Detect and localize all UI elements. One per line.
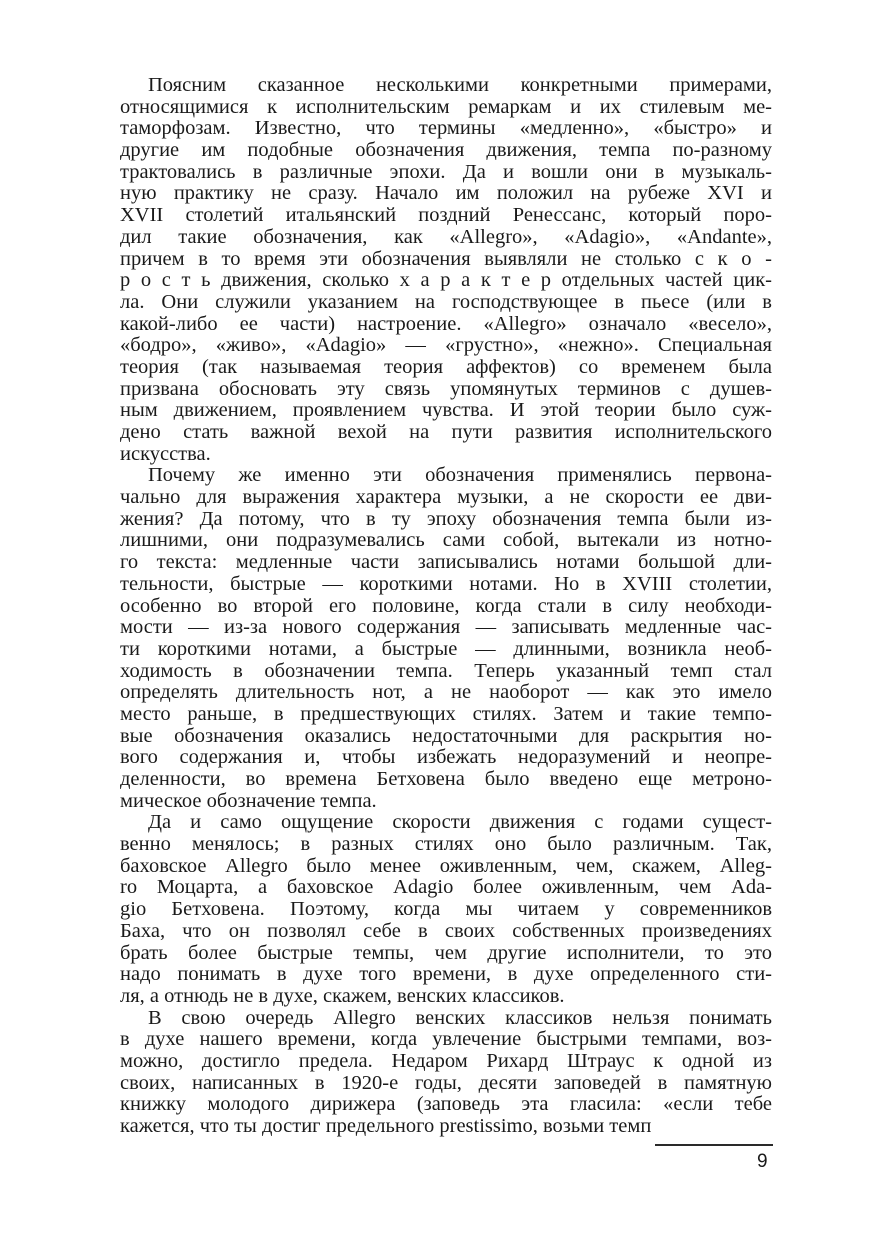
text-line: XVII столетий итальянский поздний Ренессанс, который поро- xyxy=(120,204,772,227)
text-line: жения? Да потому, что в ту эпоху обозначения темпа были из- xyxy=(120,507,772,530)
text-line: место раньше, в предшествующих стилях. Затем и такие темпо- xyxy=(120,702,772,725)
text-line: искусства. xyxy=(120,442,211,465)
text-line: другие им подобные обозначения движения, темпа по-разному xyxy=(120,139,772,162)
text-line: ro Моцарта, а баховское Adagio более оживленным, чем Ada- xyxy=(120,876,772,899)
text-line: вые обозначения оказались недостаточными для раскрытия но- xyxy=(120,724,772,747)
footer-rule xyxy=(655,1144,773,1146)
text-line: таморфозам. Известно, что термины «медленно», «быстро» и xyxy=(120,117,772,140)
text-line: Поясним сказанное несколькими конкретными примерами, xyxy=(148,74,772,96)
text-line: Да и само ощущение скорости движения с годами сущест- xyxy=(148,811,772,834)
text-line: теория (так называемая теория аффектов) со временем была xyxy=(120,355,772,378)
body-text xyxy=(120,75,772,1138)
text-line: кажется, что ты достиг предельного prestissimo, возьми темп xyxy=(120,1115,652,1137)
text-line: баховское Allegro было менее оживленным, чем, скажем, Alleg- xyxy=(120,854,772,877)
text-line: р о с т ь движения, сколько х а р а к т е р отдельных частей цик- xyxy=(120,269,772,292)
text-line: ля, а отнюдь не в духе, скажем, венских классиков. xyxy=(120,984,565,1007)
text-line: «бодро», «живо», «Adagio» — «грустно», «нежно». Специальная xyxy=(120,334,772,357)
text-line: мическое обозначение темпа. xyxy=(120,789,377,812)
text-line: деленности, во времена Бетховена было введено еще метроно- xyxy=(120,768,772,790)
text-line: ную практику не сразу. Начало им положил на рубеже XVI и xyxy=(120,182,772,205)
text-line: книжку молодого дирижера (заповедь эта гласила: «если тебе xyxy=(120,1093,772,1116)
text-line: дено стать важной вехой на пути развития исполнительского xyxy=(120,421,772,443)
text-line: gio Бетховена. Поэтому, когда мы читаем у современников xyxy=(120,898,772,921)
text-line: мости — из-за нового содержания — записывать медленные час- xyxy=(120,616,772,639)
text-line: трактовались в различные эпохи. Да и вошли они в музыкаль- xyxy=(120,160,772,183)
text-line: надо понимать в духе того времени, в духе определенного сти- xyxy=(120,963,772,986)
text-line: в духе нашего времени, когда увлечение быстрыми темпами, воз- xyxy=(120,1028,772,1051)
text-line: ти короткими нотами, а быстрые — длинными, возникла необ- xyxy=(120,637,772,660)
text-line: лишними, они подразумевались сами собой, вытекали из нотно- xyxy=(120,529,772,552)
text-line: чально для выражения характера музыки, а не скорости ее дви- xyxy=(120,486,772,509)
text-line: го текста: медленные части записывались нотами большой дли- xyxy=(120,551,772,574)
text-line: призвана обосновать эту связь упомянутых терминов с душев- xyxy=(120,377,772,400)
text-line: причем в то время эти обозначения выявляли не столько с к о - xyxy=(120,247,772,270)
text-line: можно, достигло предела. Недаром Рихард Штраус к одной из xyxy=(120,1049,772,1072)
text-line: своих, написанных в 1920-е годы, десяти заповедей в памятную xyxy=(120,1071,772,1094)
text-line: особенно во второй его половине, когда стали в силу необходи- xyxy=(120,594,772,617)
paragraph xyxy=(120,75,772,465)
page-number: 9 xyxy=(757,1151,768,1172)
paragraph xyxy=(120,465,772,812)
text-line: венно менялось; в разных стилях оно было различным. Так, xyxy=(120,833,772,856)
text-line: тельности, быстрые — короткими нотами. Но в XVIII столетии, xyxy=(120,572,772,595)
text-line: Баха, что он позволял себе в своих собственных произведениях xyxy=(120,919,772,942)
text-line: В свою очередь Allegro венских классиков нельзя понимать xyxy=(148,1006,772,1029)
text-line: ла. Они служили указанием на господствующее в пьесе (или в xyxy=(120,290,772,313)
text-line: брать более быстрые темпы, чем другие исполнители, то это xyxy=(120,941,772,964)
text-line: определять длительность нот, а не наоборот — как это имело xyxy=(120,681,772,704)
text-line: дил такие обозначения, как «Allegro», «Adagio», «Andante», xyxy=(120,225,772,248)
paragraph xyxy=(120,1008,772,1138)
paragraph xyxy=(120,812,772,1007)
text-line: ходимость в обозначении темпа. Теперь указанный темп стал xyxy=(120,659,772,682)
text-line: какой-либо ее части) настроение. «Allegro» означало «весело», xyxy=(120,312,772,335)
text-line: Почему же именно эти обозначения применялись первона- xyxy=(148,464,772,487)
text-line: относящимися к исполнительским ремаркам и их стилевым ме- xyxy=(120,95,772,118)
text-line: вого содержания и, чтобы избежать недоразумений и неопре- xyxy=(120,746,772,769)
text-line: ным движением, проявлением чувства. И этой теории было суж- xyxy=(120,399,772,422)
